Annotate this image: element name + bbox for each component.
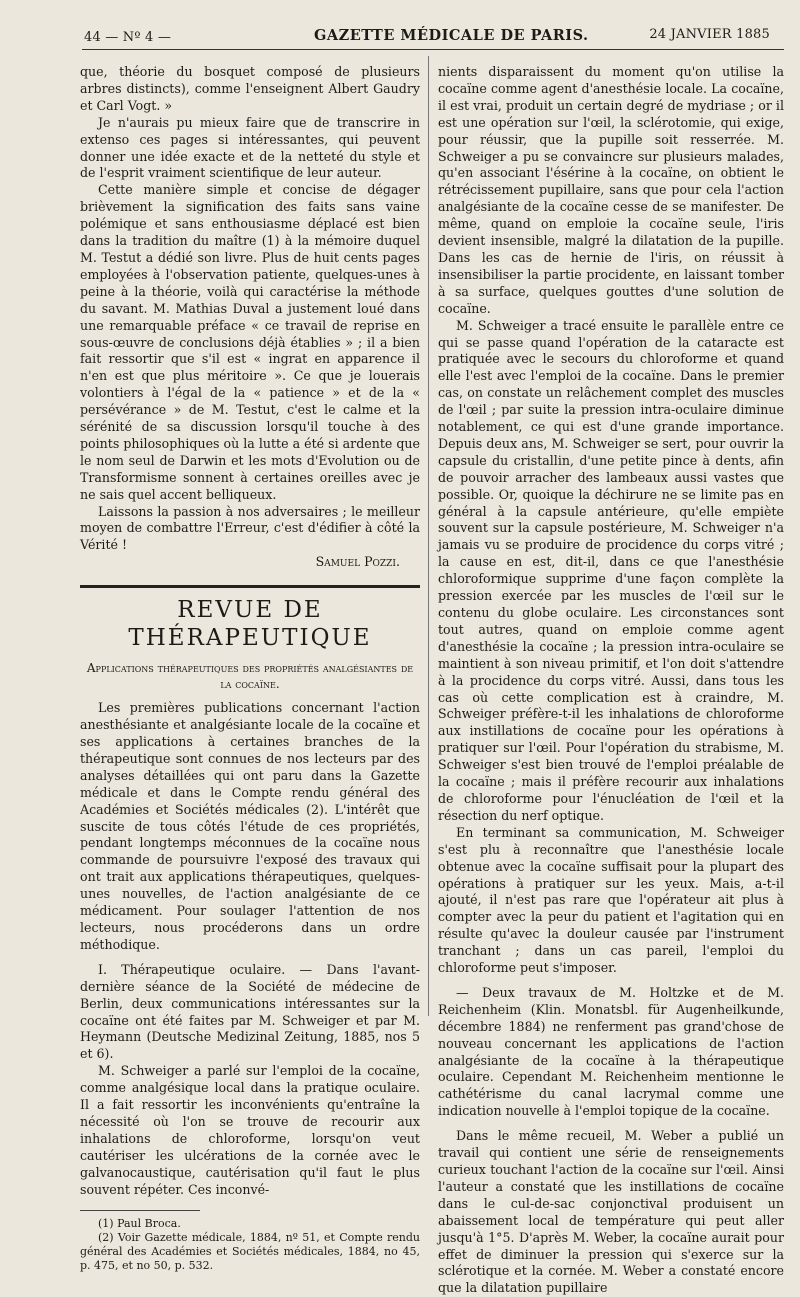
paragraph: En terminant sa communication, M. Schweiger s'est plu à reconnaître que l'anesthésie locale obtenue avec la cocaïne suffisait pour la plupart des opérations à pratiquer sur les yeux. Mais, a-t-il ajouté, il n'est pas rare que l'opérateur ait plus à compter avec la peur du patient et l'agitation qui en résulte qu'avec la douleur causée par l'instrument tranchant ; dans un cas pareil, l'emploi du chloroforme peut s'imposer. (438, 824, 784, 976)
paragraph: M. Schweiger a parlé sur l'emploi de la cocaïne, comme analgésique local dans la pratique oculaire. Il a fait ressortir les inconvénients qu'entraîne la nécessité où l'on se trouve de recourir aux inhalations de chloroforme, lorsqu'on veut cautériser les ulcérations de la cornée avec le galvanocaustique, cautérisation qu'il faut le plus souvent répéter. Ces inconvé- (80, 1063, 420, 1197)
left-column (80, 64, 420, 1273)
section-subtitle: Applications thérapeutiques des propriétés analgésiantes de la cocaïne. (86, 661, 414, 692)
paragraph: Dans le même recueil, M. Weber a publié un travail qui contient une série de renseignements curieux touchant l'action de la cocaïne sur l'œil. Ainsi l'auteur a constaté que les instillations de cocaïne dans le cul-de-sac conjonctival produisent un abaissement local de température qui peut aller jusqu'à 1°5. D'après M. Weber, la cocaïne aurait pour effet de diminuer la pression qui s'exerce sur la sclérotique et la cornée. M. Weber a constaté encore que la dilatation pupillaire (438, 1128, 784, 1296)
footnote: (2) Voir Gazette médicale, 1884, nº 51, et Compte rendu général des Académies et Sociétés médicales, 1884, no 45, p. 475, et no 50, p. 532. (80, 1231, 420, 1273)
journal-title: GAZETTE MÉDICALE DE PARIS. (314, 27, 589, 44)
section-title: REVUE DE THÉRAPEUTIQUE (128, 597, 372, 652)
paragraph: I. Thérapeutique oculaire. — Dans l'avant-dernière séance de la Société de médecine de Berlin, deux communications intéressantes sur la cocaïne ont été faites par M. Schweiger et par M. Heymann (Deutsche Medizinal Zeitung, 1885, nos 5 et 6). (80, 961, 420, 1062)
paragraph: nients disparaissent du moment qu'on utilise la cocaïne comme agent d'anesthésie locale. La cocaïne, il est vrai, produit un certain degré de mydriase ; or il est une opération sur l'œil, la sclérotomie, qui exige, pour réussir, que la pupille soit resserrée. M. Schweiger a pu se convaincre sur plusieurs malades, qu'en associant l'ésérine à la cocaïne, on obtient le rétrécissement pupillaire, sans que pour cela l'action analgésiante de la cocaïne cesse de se manifester. De même, quand on emploie la cocaïne seule, l'iris devient insensible, malgré la dilatation de la pupille. Dans les cas de hernie de l'iris, on réussit à insensibiliser la partie procidente, en laissant tomber à sa surface, quelques gouttes d'une solution de cocaïne. (438, 64, 784, 316)
paragraph: Laissons la passion à nos adversaires ; le meilleur moyen de combattre l'Erreur, c'est d'édifier à côté la Vérité ! (80, 503, 420, 553)
signature: Samuel Pozzi. (315, 554, 400, 570)
paragraph: — Deux travaux de M. Holtzke et de M. Reichenheim (Klin. Monatsbl. für Augenheilkunde, décembre 1884) ne renferment pas grand'chose de nouveau concernant les applications de l'action analgésiante de la cocaïne à la thérapeutique oculaire. Cependant M. Reichenheim mentionne le cathétérisme du canal lacrymal comme une indication nouvelle à l'emploi topique de la cocaïne. (438, 984, 784, 1119)
paragraph: M. Schweiger a tracé ensuite le parallèle entre ce qui se passe quand l'opération de la cataracte est pratiquée avec le secours du chloroforme et quand elle l'est avec l'emploi de la cocaïne. Dans le premier cas, on constate un relâchement complet des muscles de l'œil ; par suite la pression intra-oculaire diminue notablement, ce qui est d'une grande importance. Depuis deux ans, M. Schweiger se sert, pour ouvrir la capsule du cristallin, d'une petite pince à dents, afin de pouvoir arracher des lambeaux aussi vastes que possible. Or, quoique la déchirure ne se limite pas en général à la capsule antérieure, qu'elle empiète souvent sur la capsule postérieure, M. Schweiger n'a jamais vu se produire de procidence du corps vitré ; la cause en est, dit-il, dans ce que l'anesthésie chloroformique supprime d'une façon complète la pression exercée par les muscles de l'œil sur le contenu du globe oculaire. Les circonstances sont tout autres, quand on emploie comme agent d'anesthésie la cocaïne ; la pression intra-oculaire se maintient à son niveau primitif, et l'on doit s'attendre à la procidence du corps vitré. Aussi, dans tous les cas où cette complication est à craindre, M. Schweiger préfère-t-il les inhalations de chloroforme aux instillations de cocaïne pour les opérations à pratiquer sur l'œil. Pour l'opération du strabisme, M. Schweiger s'est bien trouvé de l'emploi préalable de la cocaïne ; mais il préfère recourir aux inhalations de chloroforme pour l'énucléation de l'œil et la résection du nerf optique. (438, 317, 784, 823)
paragraph: que, théorie du bosquet composé de plusieurs arbres distincts), comme l'enseignent Albert Gaudry et Carl Vogt. » (80, 64, 420, 113)
page-header (84, 24, 780, 50)
paragraph: Cette manière simple et concise de dégager brièvement la signification des faits sans vaine polémique et sans enthousiasme déplacé est bien dans la tradition du maître (1) à la mémoire duquel M. Testut a dédié son livre. Plus de huit cents pages employées à l'observation patiente, quelques-unes à peine à la théorie, voilà qui caractérise la méthode du savant. M. Mathias Duval a justement loué dans une remarquable préface « ce travail de reprise en sous-œuvre de conclusions déjà établies » ; il a bien fait ressortir que s'il est « ingrat en apparence il n'en est que plus méritoire ». Ce que je louerais volontiers à l'égal de la « patience » et de la « persévérance » de M. Testut, c'est le calme et la sérénité de sa discussion lorsqu'il touche à des points philosophiques où la lutte a été si ardente que le nom seul de Darwin et les mots d'Evolution ou de Transformisme sonnent à certaines oreilles avec je ne sais quel accent belliqueux. (80, 182, 420, 502)
column-divider (428, 56, 429, 1016)
footnote: (1) Paul Broca. (98, 1217, 181, 1231)
section-rule (80, 585, 420, 588)
header-rule (82, 49, 784, 50)
paragraph: Je n'aurais pu mieux faire que de transcrire in extenso ces pages si intéressantes, qui peuvent donner une idée exacte et de la netteté du style et de l'esprit vraiment scientifique de leur auteur. (80, 114, 420, 181)
issue-date: 24 JANVIER 1885 (649, 27, 770, 42)
footnote-rule (80, 1210, 200, 1211)
paragraph: Les premières publications concernant l'action anesthésiante et analgésiante locale de la cocaïne et ses applications à certaines branches de la thérapeutique sont connues de nos lecteurs par des analyses détaillées qui ont paru dans la Gazette médicale et dans le Compte rendu général des Académies et Sociétés médicales (2). L'intérêt que suscite de tous côtés l'étude de ces propriétés, pendant longtemps méconnues de la cocaïne nous commande de poursuivre l'exposé des travaux qui ont trait aux applications thérapeutiques, quelques-unes nouvelles, de l'action analgésiante de ce médicament. Pour soulager l'attention de nos lecteurs, nous procéderons dans un ordre méthodique. (80, 700, 420, 952)
right-column (438, 64, 784, 1296)
page-number: 44 — Nº 4 — (84, 30, 172, 45)
